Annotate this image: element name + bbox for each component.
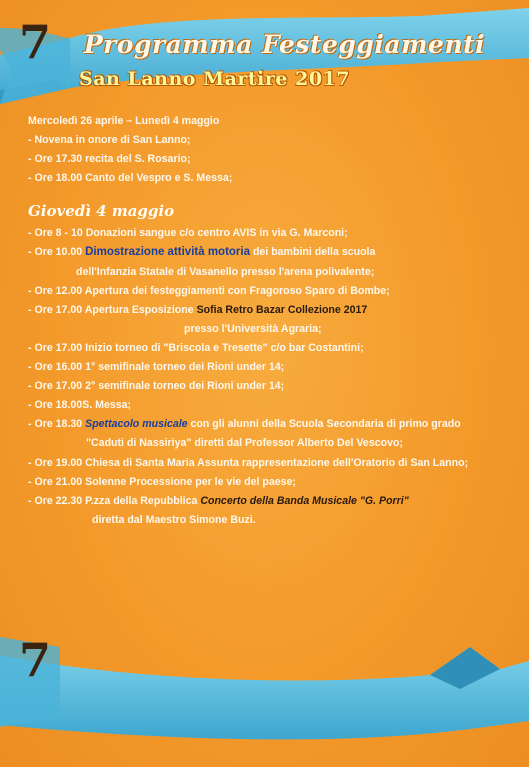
page-subtitle: San Lanno Martire 2017 xyxy=(79,68,350,90)
event-highlight: Concerto della Banda Musicale "G. Porri" xyxy=(200,494,409,507)
logo-bottom-left: 7 xyxy=(18,633,51,687)
event-line xyxy=(28,243,508,262)
logo-top-left: 7 xyxy=(18,15,51,69)
period-item: - Novena in onore di San Lanno; xyxy=(28,134,191,147)
day-heading: Giovedì 4 maggio xyxy=(28,202,175,221)
page-title: Programma Festeggiamenti xyxy=(83,30,486,59)
period-item: - Ore 18.00 Canto del Vespro e S. Messa; xyxy=(28,172,233,185)
event-text: - Ore 17.00 Apertura Esposizione xyxy=(28,303,197,316)
event-line xyxy=(28,492,508,511)
event-line: - Ore 17.00 2° semifinale torneo dei Rioni under 14; xyxy=(28,380,285,393)
event-line: - Ore 17.00 Inizio torneo di "Briscola e Tresette" c/o bar Costantini; xyxy=(28,341,364,354)
event-line: - Ore 19.00 Chiesa di Santa Maria Assunta rappresentazione dell'Oratorio di San Lanno; xyxy=(28,456,469,469)
event-text: - Ore 22.30 P.zza della Repubblica xyxy=(28,494,201,507)
period-heading: Mercoledì 26 aprile – Lunedì 4 maggio xyxy=(28,115,220,127)
event-text: - Ore 10.00 xyxy=(28,246,86,259)
event-highlight: Dimostrazione attività motoria xyxy=(85,246,250,259)
event-line xyxy=(28,301,508,320)
event-line: - Ore 12.00 Apertura dei festeggiamenti con Fragoroso Sparo di Bombe; xyxy=(28,284,390,297)
event-line: - Ore 16.00 1° semifinale torneo dei Rioni under 14; xyxy=(28,361,285,374)
event-highlight: Sofia Retro Bazar Collezione 2017 xyxy=(196,303,368,316)
program-body xyxy=(28,112,508,530)
event-line-cont: diretta dal Maestro Simone Buzi. xyxy=(92,513,256,526)
event-text: - Ore 18.30 xyxy=(28,418,86,431)
event-line-cont: "Caduti di Nassiriya" diretti dal Professor Alberto Del Vescovo; xyxy=(86,437,403,450)
event-highlight: Spettacolo musicale xyxy=(85,418,188,431)
event-text: con gli alunni della Scuola Secondaria di primo grado xyxy=(187,418,461,431)
event-line: - Ore 21.00 Solenne Processione per le vie del paese; xyxy=(28,475,296,488)
period-item: - Ore 17.30 recita del S. Rosario; xyxy=(28,153,191,166)
event-line: - Ore 18.00S. Messa; xyxy=(28,399,132,412)
event-line-cont: dell'Infanzia Statale di Vasanello presso l'arena polivalente; xyxy=(76,265,375,278)
event-text: dei bambini della scuola xyxy=(250,246,376,259)
bottom-ribbon-banner xyxy=(0,617,529,767)
event-line xyxy=(28,415,508,434)
event-line-cont: presso l'Università Agraria; xyxy=(184,322,322,335)
event-line: - Ore 8 - 10 Donazioni sangue c/o centro AVIS in via G. Marconi; xyxy=(28,227,348,240)
